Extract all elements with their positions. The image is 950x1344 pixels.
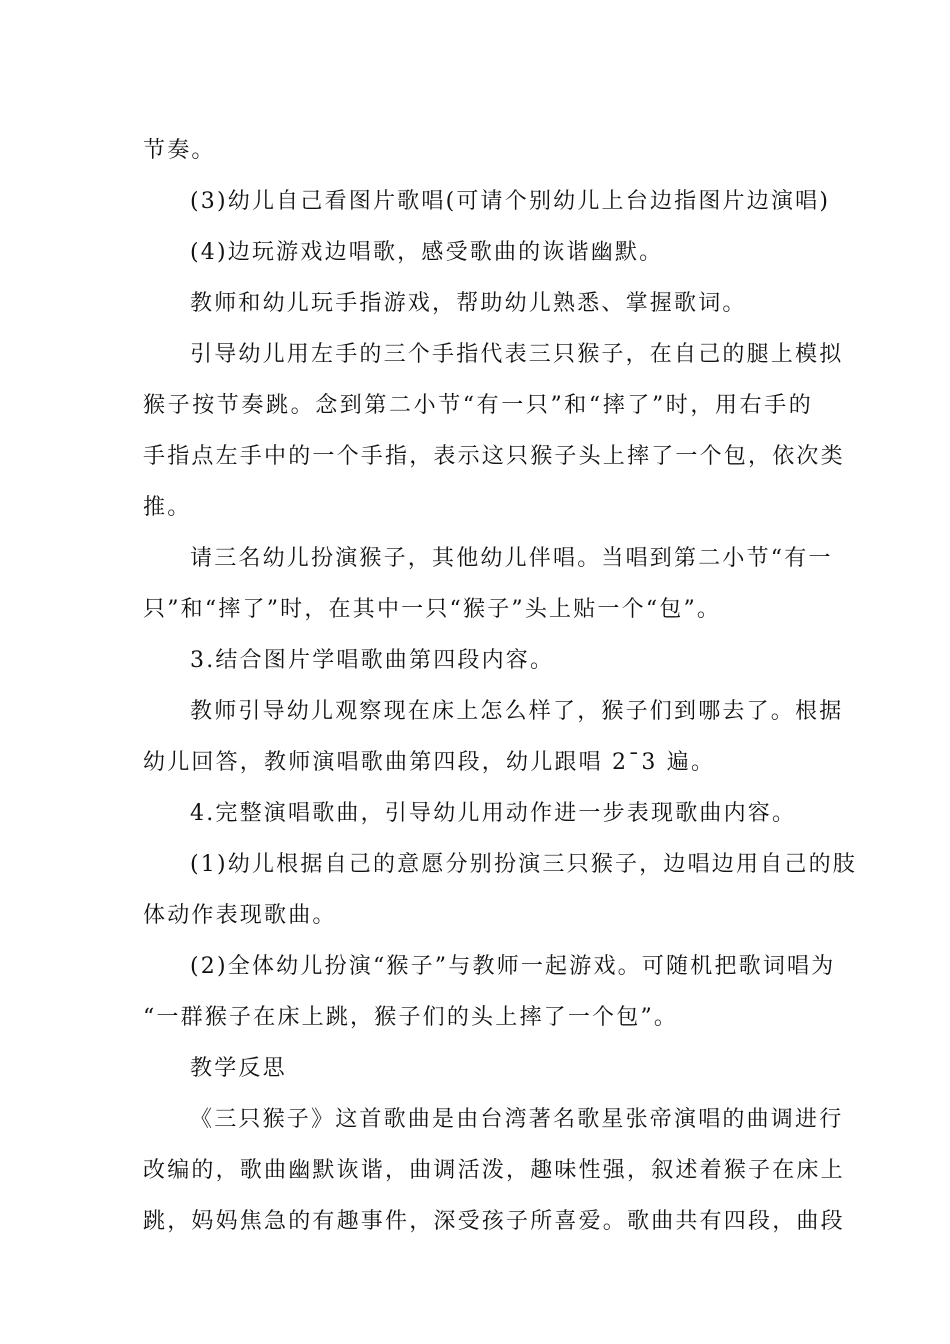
- text-line: (2)全体幼儿扮演“猴子”与教师一起游戏。可随机把歌词唱为: [190, 954, 836, 979]
- text-line: (1)幼儿根据自己的意愿分别扮演三只猴子，边唱边用自己的肢: [190, 852, 857, 877]
- text-line: 教师引导幼儿观察现在床上怎么样了，猴子们到哪去了。根据: [190, 699, 844, 724]
- text-line: 体动作表现歌曲。: [143, 903, 337, 928]
- section-heading: 教学反思: [190, 1056, 287, 1081]
- text-line: 手指点左手中的一个手指，表示这只猴子头上摔了一个包，依次类: [143, 444, 845, 469]
- text-line: “一群猴子在床上跳，猴子们的头上摔了一个包”。: [143, 1005, 679, 1030]
- text-line: (4)边玩游戏边唱歌，感受歌曲的诙谐幽默。: [190, 240, 664, 265]
- text-line: 请三名幼儿扮演猴子，其他幼儿伴唱。当唱到第二小节“有一: [190, 546, 833, 571]
- text-line: 《三只猴子》这首歌曲是由台湾著名歌星张帝演唱的曲调进行: [190, 1107, 844, 1132]
- text-line: 只”和“摔了”时，在其中一只“猴子”头上贴一个“包”。: [143, 597, 722, 622]
- text-line: 跳，妈妈焦急的有趣事件，深受孩子所喜爱。歌曲共有四段，曲段: [143, 1209, 845, 1234]
- text-line: (3)幼儿自己看图片歌唱(可请个别幼儿上台边指图片边演唱): [190, 189, 831, 214]
- text-line: 教师和幼儿玩手指游戏，帮助幼儿熟悉、掌握歌词。: [190, 291, 747, 316]
- text-line: 改编的，歌曲幽默诙谐，曲调活泼，趣味性强，叙述着猴子在床上: [143, 1158, 845, 1183]
- text-line: 节奏。: [143, 138, 216, 163]
- text-line: 3.结合图片学唱歌曲第四段内容。: [190, 648, 555, 673]
- text-line: 幼儿回答，教师演唱歌曲第四段，幼儿跟唱 2ˉ3 遍。: [143, 750, 716, 775]
- text-line: 引导幼儿用左手的三个手指代表三只猴子，在自己的腿上模拟: [190, 342, 844, 367]
- text-line: 4.完整演唱歌曲，引导幼儿用动作进一步表现歌曲内容。: [190, 801, 797, 826]
- text-line: 推。: [143, 495, 192, 520]
- text-line: 猴子按节奏跳。念到第二小节“有一只”和“摔了”时，用右手的: [143, 393, 813, 418]
